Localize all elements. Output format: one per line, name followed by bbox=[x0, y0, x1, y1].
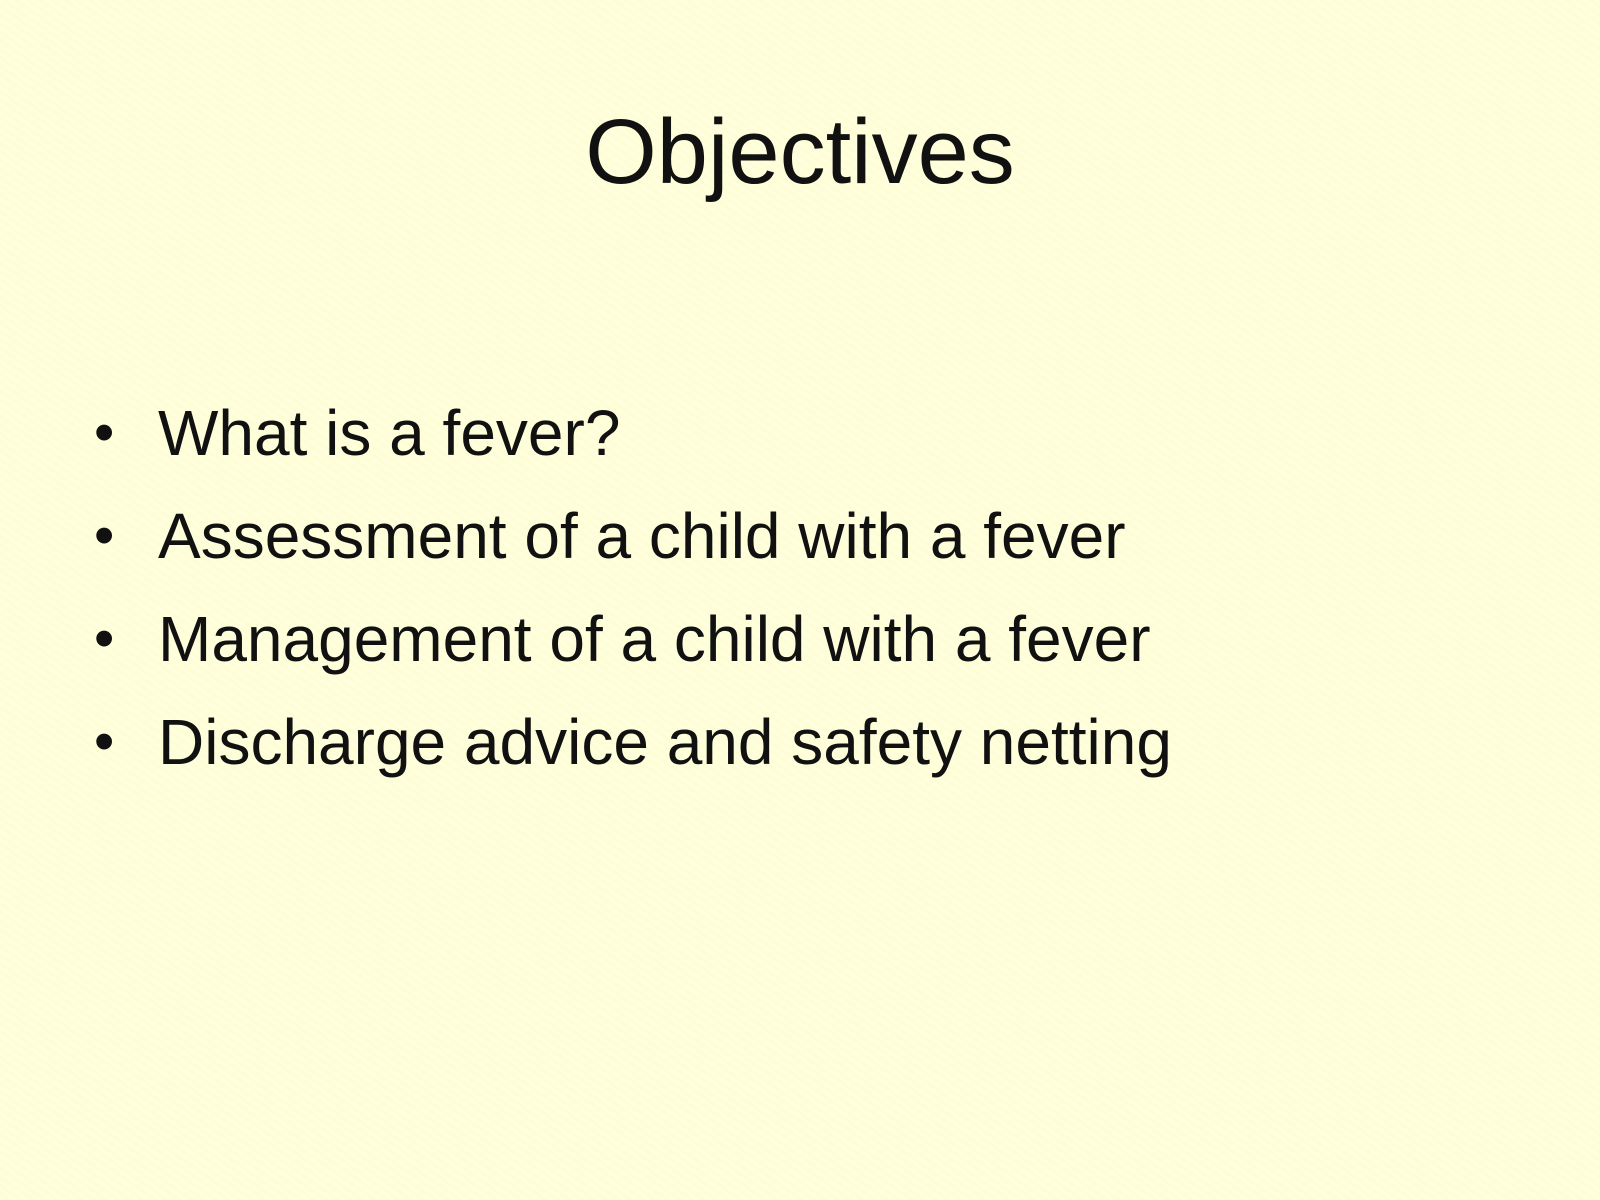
list-item bbox=[92, 500, 1172, 606]
bullet-icon: • bbox=[94, 400, 115, 465]
bullet-text: What is a fever? bbox=[158, 397, 621, 469]
bullet-icon: • bbox=[94, 606, 115, 671]
objectives-list bbox=[92, 397, 1172, 812]
list-item bbox=[92, 603, 1172, 709]
list-item bbox=[92, 706, 1172, 812]
bullet-icon: • bbox=[94, 503, 115, 568]
bullet-icon: • bbox=[94, 709, 115, 774]
list-item bbox=[92, 397, 1172, 503]
bullet-text: Discharge advice and safety netting bbox=[158, 706, 1172, 778]
bullet-text: Assessment of a child with a fever bbox=[158, 500, 1126, 572]
bullet-text: Management of a child with a fever bbox=[158, 603, 1151, 675]
slide-title: Objectives bbox=[585, 101, 1015, 203]
